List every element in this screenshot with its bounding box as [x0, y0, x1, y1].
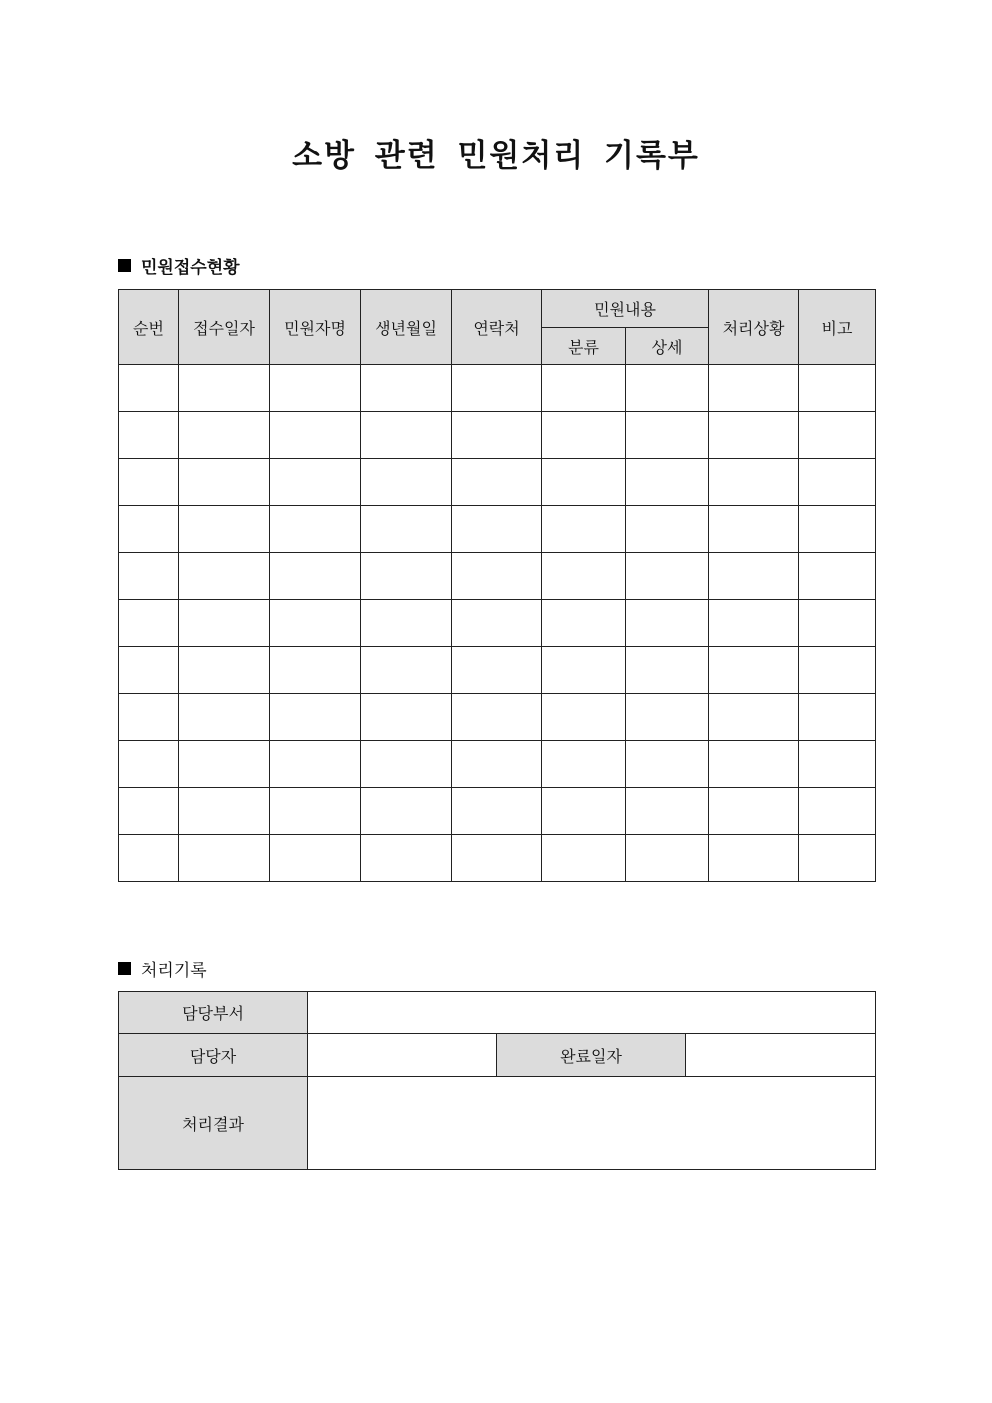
- table-cell[interactable]: [270, 741, 361, 788]
- completion-date-label: 완료일자: [497, 1034, 686, 1077]
- table-cell[interactable]: [270, 600, 361, 647]
- table-cell[interactable]: [119, 506, 179, 553]
- header-content-detail: 상세: [626, 328, 709, 365]
- result-label: 처리결과: [119, 1077, 308, 1170]
- table-cell[interactable]: [270, 365, 361, 412]
- table-cell[interactable]: [542, 365, 626, 412]
- table-cell[interactable]: [119, 741, 179, 788]
- table-cell[interactable]: [361, 788, 452, 835]
- person-label: 담당자: [119, 1034, 308, 1077]
- table-cell[interactable]: [709, 600, 799, 647]
- table-cell[interactable]: [270, 412, 361, 459]
- table-cell[interactable]: [626, 553, 709, 600]
- table-cell[interactable]: [452, 553, 542, 600]
- table-cell[interactable]: [452, 647, 542, 694]
- header-birth: 생년월일: [361, 290, 452, 365]
- table-cell[interactable]: [270, 788, 361, 835]
- table-cell[interactable]: [119, 694, 179, 741]
- table-cell[interactable]: [179, 412, 270, 459]
- table-cell[interactable]: [626, 459, 709, 506]
- table-cell[interactable]: [452, 365, 542, 412]
- table-row: [119, 506, 876, 553]
- section-heading-processing: [118, 956, 207, 981]
- table-cell[interactable]: [799, 788, 876, 835]
- table-cell[interactable]: [626, 788, 709, 835]
- table-cell[interactable]: [709, 553, 799, 600]
- table-cell[interactable]: [542, 835, 626, 882]
- section-heading-label: 민원접수현황: [141, 258, 240, 278]
- table-cell[interactable]: [361, 835, 452, 882]
- table-cell[interactable]: [119, 459, 179, 506]
- square-bullet-icon: [118, 962, 131, 975]
- table-cell[interactable]: [452, 788, 542, 835]
- table-cell[interactable]: [542, 647, 626, 694]
- table-cell[interactable]: [361, 412, 452, 459]
- table-cell[interactable]: [179, 459, 270, 506]
- table-cell[interactable]: [270, 694, 361, 741]
- table-cell[interactable]: [179, 647, 270, 694]
- table-cell[interactable]: [626, 647, 709, 694]
- table-cell[interactable]: [452, 600, 542, 647]
- table-cell[interactable]: [626, 600, 709, 647]
- table-cell[interactable]: [799, 741, 876, 788]
- table-cell[interactable]: [270, 647, 361, 694]
- table-cell[interactable]: [799, 647, 876, 694]
- table-cell[interactable]: [179, 741, 270, 788]
- table-cell[interactable]: [799, 600, 876, 647]
- table-cell[interactable]: [361, 694, 452, 741]
- table-row: [119, 741, 876, 788]
- table-cell[interactable]: [119, 835, 179, 882]
- table-cell[interactable]: [709, 459, 799, 506]
- table-cell[interactable]: [542, 506, 626, 553]
- header-no: 순번: [119, 290, 179, 365]
- table-cell[interactable]: [452, 459, 542, 506]
- department-label: 담당부서: [119, 992, 308, 1034]
- table-cell[interactable]: [542, 788, 626, 835]
- table-cell[interactable]: [119, 553, 179, 600]
- table-cell[interactable]: [626, 694, 709, 741]
- reception-table-body: [119, 365, 876, 882]
- table-cell[interactable]: [179, 788, 270, 835]
- table-row: [119, 459, 876, 506]
- table-cell[interactable]: [179, 506, 270, 553]
- table-cell[interactable]: [119, 412, 179, 459]
- processing-table: [118, 991, 876, 1170]
- table-cell[interactable]: [542, 459, 626, 506]
- table-cell[interactable]: [626, 506, 709, 553]
- table-row: [119, 600, 876, 647]
- table-cell[interactable]: [709, 506, 799, 553]
- result-field[interactable]: [308, 1077, 876, 1170]
- table-cell[interactable]: [709, 694, 799, 741]
- table-cell[interactable]: [542, 741, 626, 788]
- table-cell[interactable]: [799, 506, 876, 553]
- table-cell[interactable]: [799, 553, 876, 600]
- person-field[interactable]: [308, 1034, 497, 1077]
- reception-table: [118, 289, 876, 882]
- header-content: 민원내용: [542, 290, 709, 328]
- section-heading-reception: [118, 253, 240, 278]
- table-cell[interactable]: [452, 506, 542, 553]
- table-row: [119, 835, 876, 882]
- table-cell[interactable]: [626, 741, 709, 788]
- table-cell[interactable]: [179, 365, 270, 412]
- table-cell[interactable]: [452, 694, 542, 741]
- table-cell[interactable]: [361, 647, 452, 694]
- header-date: 접수일자: [179, 290, 270, 365]
- table-cell[interactable]: [709, 788, 799, 835]
- table-cell[interactable]: [542, 553, 626, 600]
- header-contact: 연락처: [452, 290, 542, 365]
- table-cell[interactable]: [179, 553, 270, 600]
- table-cell[interactable]: [799, 835, 876, 882]
- table-cell[interactable]: [626, 412, 709, 459]
- table-cell[interactable]: [709, 412, 799, 459]
- table-cell[interactable]: [179, 835, 270, 882]
- table-cell[interactable]: [452, 741, 542, 788]
- table-cell[interactable]: [709, 365, 799, 412]
- table-cell[interactable]: [361, 365, 452, 412]
- table-cell[interactable]: [179, 600, 270, 647]
- table-cell[interactable]: [799, 412, 876, 459]
- table-cell[interactable]: [270, 835, 361, 882]
- table-row: [119, 412, 876, 459]
- table-row: [119, 788, 876, 835]
- table-cell[interactable]: [452, 412, 542, 459]
- table-cell[interactable]: [361, 459, 452, 506]
- table-cell[interactable]: [542, 600, 626, 647]
- table-cell[interactable]: [709, 647, 799, 694]
- table-row: [119, 694, 876, 741]
- table-cell[interactable]: [270, 506, 361, 553]
- table-cell[interactable]: [626, 365, 709, 412]
- table-cell[interactable]: [361, 553, 452, 600]
- table-cell[interactable]: [542, 694, 626, 741]
- table-row: [119, 647, 876, 694]
- header-status: 처리상황: [709, 290, 799, 365]
- table-cell[interactable]: [542, 412, 626, 459]
- table-cell[interactable]: [799, 365, 876, 412]
- table-cell[interactable]: [799, 694, 876, 741]
- completion-date-field[interactable]: [686, 1034, 876, 1077]
- table-cell[interactable]: [361, 600, 452, 647]
- table-cell[interactable]: [119, 647, 179, 694]
- header-content-category: 분류: [542, 328, 626, 365]
- table-row: [119, 365, 876, 412]
- table-cell[interactable]: [119, 788, 179, 835]
- table-cell[interactable]: [626, 835, 709, 882]
- table-cell[interactable]: [179, 694, 270, 741]
- table-cell[interactable]: [119, 600, 179, 647]
- square-bullet-icon: [118, 259, 131, 272]
- table-cell[interactable]: [361, 741, 452, 788]
- table-cell[interactable]: [119, 365, 179, 412]
- page-title: 소방 관련 민원처리 기록부: [292, 138, 700, 174]
- table-cell[interactable]: [709, 741, 799, 788]
- table-cell[interactable]: [270, 553, 361, 600]
- table-cell[interactable]: [709, 835, 799, 882]
- section-heading-label: 처리기록: [141, 961, 207, 981]
- department-field[interactable]: [308, 992, 876, 1034]
- header-remarks: 비고: [799, 290, 876, 365]
- table-cell[interactable]: [270, 459, 361, 506]
- table-cell[interactable]: [452, 835, 542, 882]
- table-cell[interactable]: [799, 459, 876, 506]
- header-name: 민원자명: [270, 290, 361, 365]
- table-row: [119, 553, 876, 600]
- table-cell[interactable]: [361, 506, 452, 553]
